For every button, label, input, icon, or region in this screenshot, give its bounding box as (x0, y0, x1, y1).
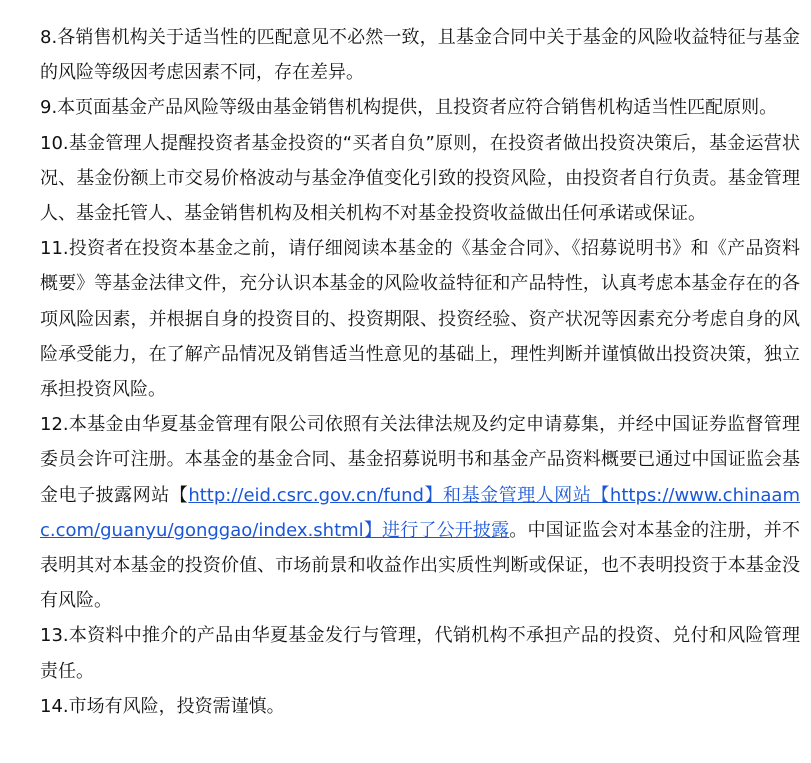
clause-14: 14.市场有风险，投资需谨慎。 (40, 695, 285, 717)
clause-9: 9.本页面基金产品风险等级由基金销售机构提供，且投资者应符合销售机构适当性匹配原则。 (40, 97, 778, 119)
clause-12-text-after: 。中国证监会对本基金的注册，并不表明其对本基金的投资价值、市场前景和收益作出实质性判断或保证，也不表明投资于本基金没有风险。 (40, 519, 800, 612)
clause-12 (40, 407, 800, 618)
clause-10: 10.基金管理人提醒投资者基金投资的“买者自负”原则，在投资者做出投资决策后，基金运营状况、基金份额上市交易价格波动与基金净值变化引致的投资风险，由投资者自行负责。基金管理人、基金托管人、基金销售机构及相关机构不对基金投资收益做出任何承诺或保证。 (40, 132, 800, 225)
clause-12-text-before: 12.本基金由华夏基金管理有限公司依照有关法律法规及约定申请募集，并经中国证券监督管理委员会许可注册。本基金的基金合同、基金招募说明书和基金产品资料概要已通过中国证监会基金电子披露网站【 (40, 414, 800, 506)
clause-8: 8.各销售机构关于适当性的匹配意见不必然一致，且基金合同中关于基金的风险收益特征与基金的风险等级因考虑因素不同，存在差异。 (40, 27, 800, 84)
disclosure-document (40, 20, 800, 724)
clause-11: 11.投资者在投资本基金之前，请仔细阅读本基金的《基金合同》、《招募说明书》和《产品资料概要》等基金法律文件，充分认识本基金的风险收益特征和产品特性，认真考虑本基金存在的各项风险因素，并根据自身的投资目的、投资期限、投资经验、资产状况等因素充分考虑自身的风险承受能力，在了解产品情况及销售适当性意见的基础上，理性判断并谨慎做出投资决策，独立承担投资风险。 (40, 238, 800, 401)
clause-13: 13.本资料中推介的产品由华夏基金发行与管理，代销机构不承担产品的投资、兑付和风险管理责任。 (40, 625, 800, 682)
disclosure-website-link[interactable]: http://eid.csrc.gov.cn/fund】和基金管理人网站【https://www.chinaamc.com/guanyu/gonggao/index.shtml】进行了公开披露 (40, 484, 800, 541)
